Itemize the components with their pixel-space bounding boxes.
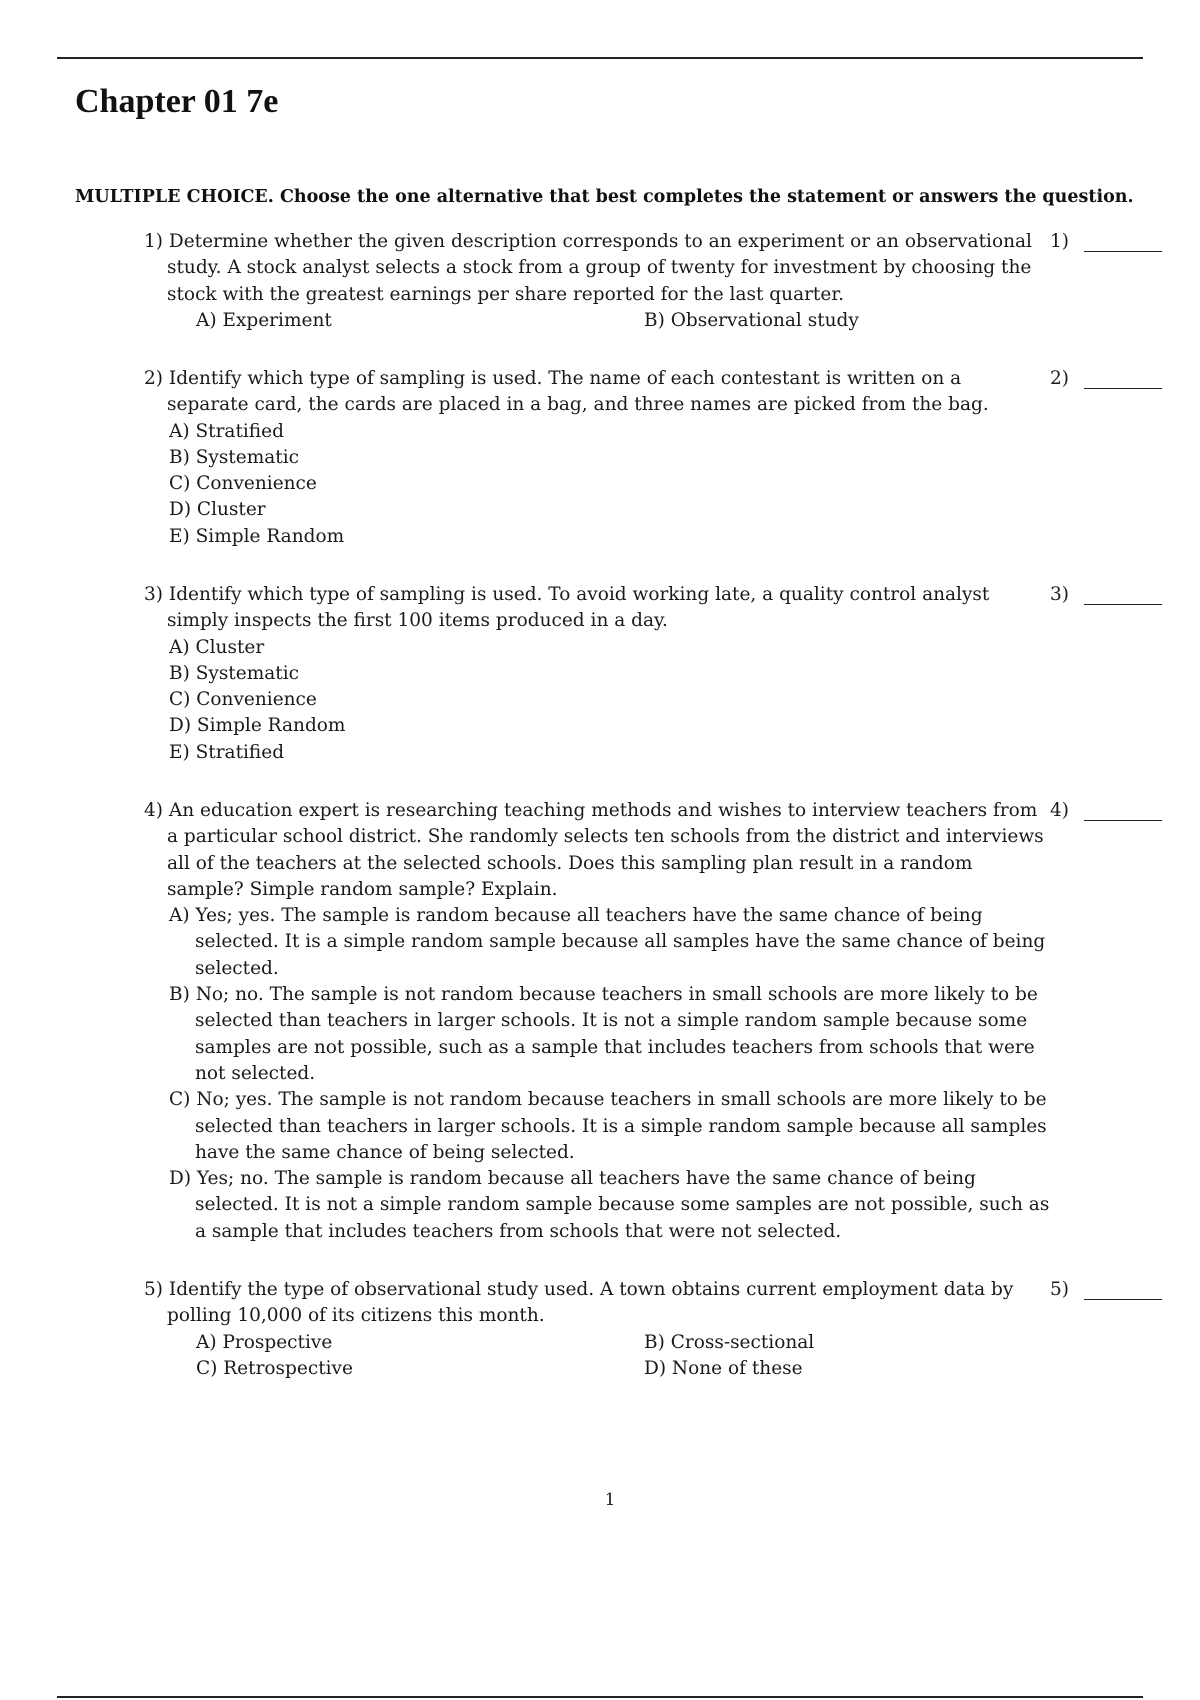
question-stem (144, 1277, 1047, 1330)
choice-d[interactable]: D) Simple Random (169, 715, 346, 737)
answer-slot-3 (1050, 582, 1170, 608)
section-instructions: MULTIPLE CHOICE. Choose the one alternative that best completes the statement or answers the question. (75, 187, 1134, 207)
answer-blank[interactable] (1084, 388, 1162, 389)
question-4 (144, 798, 1050, 1245)
question-3 (144, 582, 1024, 766)
choice-e[interactable]: E) Stratified (169, 741, 285, 763)
choice-a[interactable]: A) Cluster (169, 636, 265, 658)
answer-blank[interactable] (1084, 604, 1162, 605)
choice-d[interactable]: D) None of these (644, 1357, 803, 1379)
top-rule (57, 57, 1143, 59)
choice-a[interactable]: A) Prospective (196, 1331, 333, 1353)
question-stem (144, 229, 1047, 308)
choice-c[interactable]: C) Convenience (169, 689, 317, 711)
choice-b[interactable]: B) Systematic (169, 446, 299, 468)
page-title: Chapter 01 7e (75, 83, 279, 120)
answer-slot-1 (1050, 229, 1170, 255)
question-text: Identify which type of sampling is used. To avoid working late, a quality control analyst simply inspects the first 100 items produced in a day. (167, 584, 990, 632)
choice-list (144, 1330, 1024, 1383)
answer-slot-label: 2) (1050, 368, 1069, 389)
question-number: 2) (144, 368, 163, 389)
answer-slot-label: 1) (1050, 231, 1069, 252)
question-stem (144, 366, 1047, 419)
choice-b[interactable]: B) Systematic (169, 662, 299, 684)
question-1 (144, 229, 1032, 334)
choice-list (144, 419, 1024, 550)
page-number: 1 (604, 1490, 616, 1510)
question-number: 3) (144, 584, 163, 605)
question-number: 4) (144, 800, 163, 821)
choice-list (144, 635, 1024, 766)
answer-slot-label: 3) (1050, 584, 1069, 605)
choice-list (144, 903, 1050, 1245)
choice-b[interactable]: B) No; no. The sample is not random because teachers in small schools are more likely to be selected than teachers in larger schools. It is not a simple random sample because some samples are not possible, such as a sample that includes teachers from schools that were not selected. (169, 984, 1038, 1084)
choice-b[interactable]: B) Observational study (644, 309, 859, 331)
answer-blank[interactable] (1084, 251, 1162, 252)
answer-blank[interactable] (1084, 1299, 1162, 1300)
question-text: Determine whether the given description corresponds to an experiment or an observational study. A stock analyst selects a stock from a group of twenty for investment by choosing the stock with the greatest earnings per share reported for the last quarter. (167, 231, 1032, 305)
answer-slot-label: 5) (1050, 1279, 1069, 1300)
choice-a[interactable]: A) Yes; yes. The sample is random because all teachers have the same chance of being selected. It is a simple random sample because all samples have the same chance of being selected. (169, 905, 1046, 979)
choice-b[interactable]: B) Cross-sectional (644, 1331, 815, 1353)
choice-list (144, 308, 1024, 334)
question-text: An education expert is researching teaching methods and wishes to interview teachers from a particular school district. She randomly selects ten schools from the district and interviews all of the teachers at the selected schools. Does this sampling plan result in a random sample? Simple random sample? Explain. (167, 800, 1044, 900)
choice-a[interactable]: A) Stratified (169, 420, 284, 442)
answer-blank[interactable] (1084, 820, 1162, 821)
choice-c[interactable]: C) Convenience (169, 473, 317, 495)
choice-d[interactable]: D) Yes; no. The sample is random because all teachers have the same chance of being selected. It is not a simple random sample because some samples are not possible, such as a sample that includes teachers from schools that were not selected. (169, 1168, 1050, 1242)
question-text: Identify which type of sampling is used. The name of each contestant is written on a separate card, the cards are placed in a bag, and three names are picked from the bag. (167, 368, 989, 416)
answer-slot-4 (1050, 798, 1170, 824)
choice-d[interactable]: D) Cluster (169, 499, 266, 521)
answer-slot-label: 4) (1050, 800, 1069, 821)
choice-c[interactable]: C) Retrospective (196, 1357, 353, 1379)
question-number: 1) (144, 231, 163, 252)
answer-slot-5 (1050, 1277, 1170, 1303)
question-2 (144, 366, 1024, 550)
question-text: Identify the type of observational study used. A town obtains current employment data by polling 10,000 of its citizens this month. (167, 1279, 1014, 1327)
question-stem (144, 582, 1047, 635)
question-stem (144, 798, 1047, 903)
answer-slot-2 (1050, 366, 1170, 392)
question-5 (144, 1277, 1024, 1382)
choice-c[interactable]: C) No; yes. The sample is not random because teachers in small schools are more likely to be selected than teachers in larger schools. It is a simple random sample because all samples have the same chance of being selected. (169, 1089, 1047, 1163)
choice-a[interactable]: A) Experiment (196, 309, 332, 331)
choice-e[interactable]: E) Simple Random (169, 525, 345, 547)
question-number: 5) (144, 1279, 163, 1300)
bottom-rule (57, 1696, 1143, 1698)
